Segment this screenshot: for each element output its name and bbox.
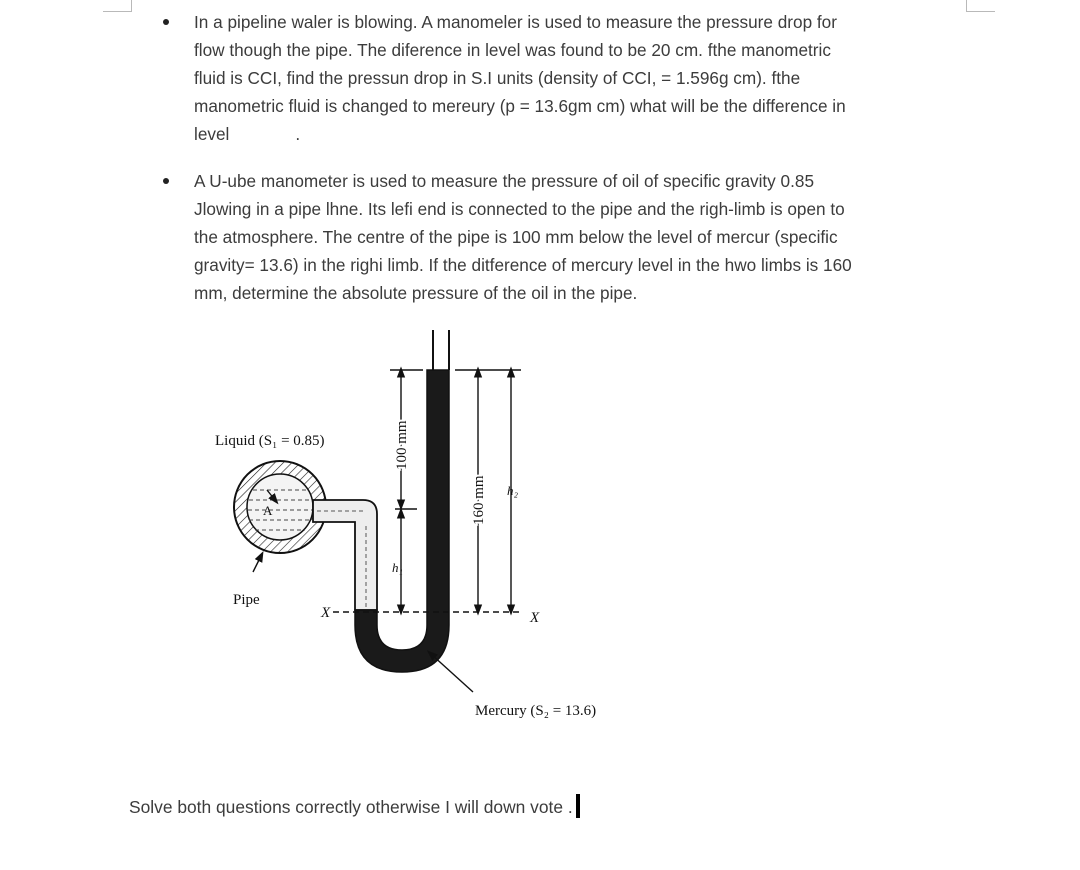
question-2-line: the atmosphere. The centre of the pipe is 100 mm below the level of mercur (specific: [194, 227, 838, 247]
mercury-label: Mercury (S₂ = 13.6): [475, 703, 597, 719]
question-2-line: A U-ube manometer is used to measure the pressure of oil of specific gravity 0.85: [194, 171, 815, 191]
oil-tube: [313, 500, 377, 610]
question-2-line: gravity= 13.6) in the righi limb. If the ditference of mercury level in the hwo limbs is 160: [194, 255, 852, 275]
footer-note: [129, 794, 580, 818]
question-2-line: Jlowing in a pipe lhne. Its lefi end is connected to the pipe and the righ-limb is open to: [194, 199, 845, 219]
question-2-line: mm, determine the absolute pressure of the oil in the pipe.: [194, 283, 638, 303]
dimension-100mm-label: 100 mm: [394, 420, 410, 470]
question-1-last-word: level: [194, 124, 230, 144]
question-1: [194, 8, 964, 148]
bullet-1: [163, 19, 169, 25]
liquid-label: Liquid (S₁ = 0.85): [215, 433, 325, 449]
point-a-label: A: [263, 503, 273, 518]
footer-text: Solve both questions correctly otherwise I will down vote .: [129, 797, 573, 817]
page-corner-mark-left: [103, 0, 132, 12]
question-1-line: In a pipeline waler is blowing. A manomeler is used to measure the pressure drop for: [194, 12, 837, 32]
question-1-line: flow though the pipe. The diference in level was found to be 20 cm. fthe manometric: [194, 40, 831, 60]
manometer-diagram: [205, 320, 625, 730]
question-1-line: fluid is CCI, find the pressun drop in S.I units (density of CCI, = 1.596g cm). fthe: [194, 68, 801, 88]
manometer-figure: [205, 320, 625, 730]
bullet-2: [163, 178, 169, 184]
h1-label: h₁: [392, 560, 404, 575]
page-corner-mark-right: [966, 0, 995, 12]
dimension-160mm-label: 160 mm: [471, 475, 487, 525]
x-left-label: X: [321, 605, 331, 621]
stray-mark: .: [295, 124, 301, 144]
question-1-line: [194, 120, 964, 148]
question-1-line: manometric fluid is changed to mereury (p = 13.6gm cm) what will be the difference in: [194, 96, 846, 116]
question-2: [194, 167, 964, 307]
h2-label: h₂: [507, 483, 519, 498]
x-right-label: X: [530, 610, 540, 626]
pipe-label: Pipe: [233, 592, 260, 608]
text-cursor: [576, 794, 580, 818]
